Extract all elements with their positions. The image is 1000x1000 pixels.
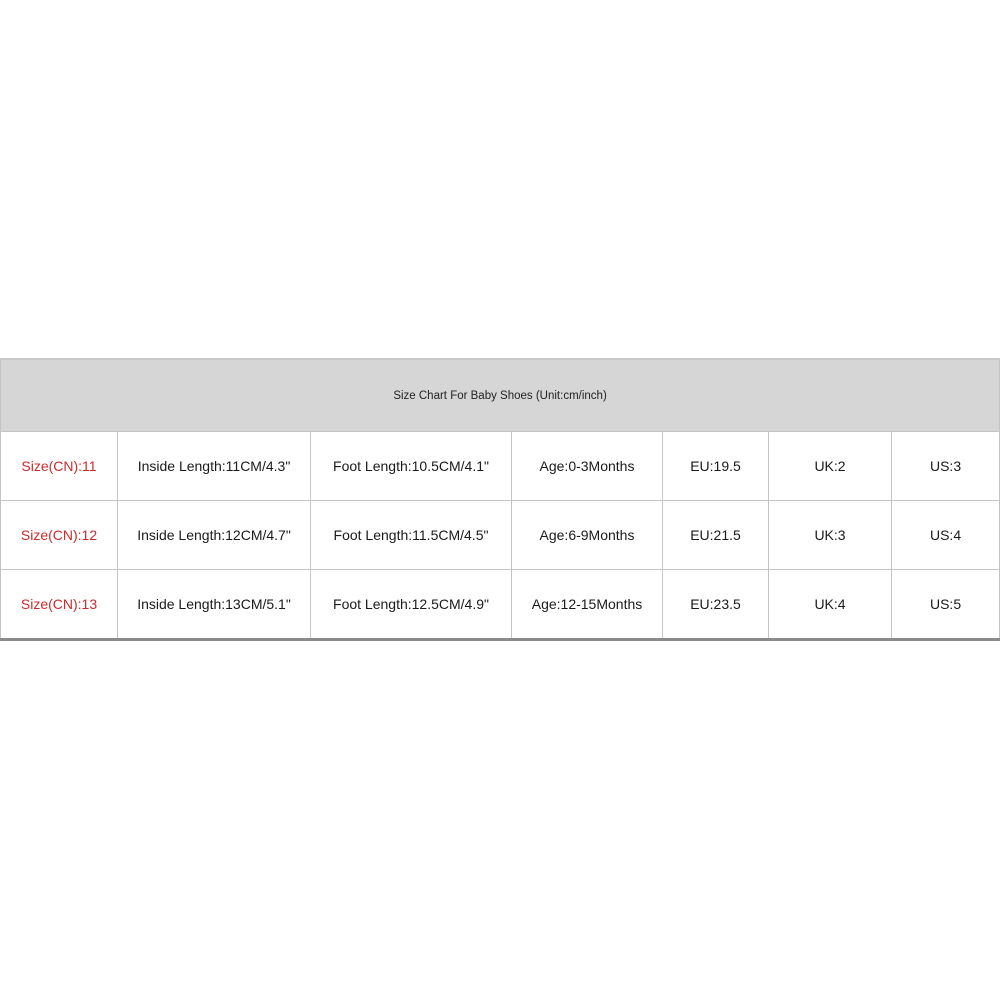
- foot-length-cell: Foot Length:11.5CM/4.5": [311, 501, 512, 570]
- size-chart-table: [0, 358, 1000, 641]
- inside-length-cell: Inside Length:13CM/5.1": [118, 570, 311, 640]
- uk-size-cell: UK:2: [769, 432, 892, 501]
- inside-length-cell: Inside Length:12CM/4.7": [118, 501, 311, 570]
- uk-size-cell: UK:3: [769, 501, 892, 570]
- table-title: Size Chart For Baby Shoes (Unit:cm/inch): [1, 359, 1000, 432]
- table-row: [1, 501, 1000, 570]
- us-size-cell: US:4: [892, 501, 1000, 570]
- table-row: [1, 570, 1000, 640]
- age-cell: Age:0-3Months: [512, 432, 663, 501]
- us-size-cell: US:5: [892, 570, 1000, 640]
- table-row: [1, 432, 1000, 501]
- foot-length-cell: Foot Length:12.5CM/4.9": [311, 570, 512, 640]
- cn-size-cell: Size(CN):11: [1, 432, 118, 501]
- cn-size-cell: Size(CN):12: [1, 501, 118, 570]
- table-title-row: [1, 359, 1000, 432]
- uk-size-cell: UK:4: [769, 570, 892, 640]
- us-size-cell: US:3: [892, 432, 1000, 501]
- cn-size-cell: Size(CN):13: [1, 570, 118, 640]
- age-cell: Age:6-9Months: [512, 501, 663, 570]
- foot-length-cell: Foot Length:10.5CM/4.1": [311, 432, 512, 501]
- inside-length-cell: Inside Length:11CM/4.3": [118, 432, 311, 501]
- eu-size-cell: EU:23.5: [663, 570, 769, 640]
- eu-size-cell: EU:19.5: [663, 432, 769, 501]
- eu-size-cell: EU:21.5: [663, 501, 769, 570]
- age-cell: Age:12-15Months: [512, 570, 663, 640]
